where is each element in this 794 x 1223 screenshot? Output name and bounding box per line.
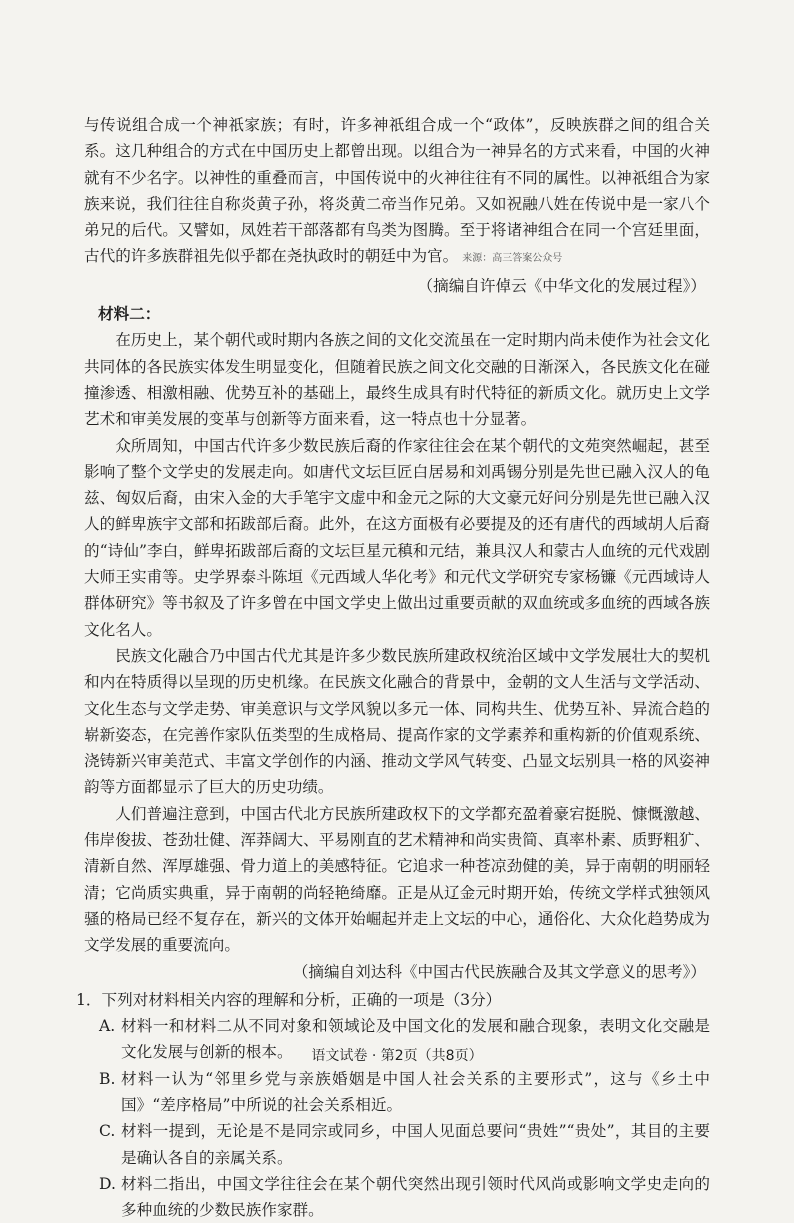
question-1 bbox=[76, 987, 710, 1223]
option-text: 材料一提到，无论是不是同宗或同乡，中国人见面总要问“贵姓”“贵处”，其目的主要是确认各自的亲属关系。 bbox=[121, 1122, 710, 1167]
citation: （摘编自许倬云《中华文化的发展过程》） bbox=[417, 276, 706, 295]
page-footer: 语文试卷 · 第2页（共8页） bbox=[311, 1048, 483, 1064]
option-label: B. bbox=[99, 1069, 116, 1088]
option-text: 材料一认为“邻里乡党与亲族婚姻是中国人社会关系的主要形式”，这与《乡土中国》“差序格局”中所说的社会关系相近。 bbox=[121, 1069, 710, 1114]
option-d bbox=[84, 1171, 710, 1223]
material2 bbox=[84, 301, 710, 985]
option-text: 材料二指出，中国文学往往会在某个朝代突然出现引领时代风尚或影响文学史走向的多种血统的少数民族作家群。 bbox=[121, 1174, 710, 1220]
paragraph: 众所周知，中国古代许多少数民族后裔的作家往往会在某个朝代的文苑突然崛起，甚至影响了整个文学史的发展走向。如唐代文坛巨匠白居易和刘禹锡分别是先世已融入汉人的龟兹、匈奴后裔，由宋入金的大手笔宇文虚中和金元之际的大文豪元好问分别是先世已融入汉人的鲜卑族宇文部和拓跋部后裔。此外，在这方面极有必要提及的还有唐代的西域胡人后裔的“诗仙”李白，鲜卑拓跋部后裔的文坛巨星元稹和元结，兼具汉人和蒙古人血统的元代戏剧大师王实甫等。史学界泰斗陈垣《元西域人华化考》和元代文学研究专家杨镰《元西域诗人群体研究》等书叙及了许多曾在中国文学史上做出过重要贡献的双血统或多血统的西域各族文化名人。 bbox=[84, 436, 710, 639]
citation: （摘编自刘达科《中国古代民族融合及其文学意义的思考》） bbox=[292, 962, 706, 981]
question-stem: 1．下列对材料相关内容的理解和分析，正确的一项是（3分） bbox=[76, 990, 502, 1009]
section-title: 材料二： bbox=[98, 304, 161, 324]
paragraph: 民族文化融合乃中国古代尤其是许多少数民族所建政权统治区域中文学发展壮大的契机和内在特质得以呈现的历史机缘。在民族文化融合的背景中，金朝的文人生活与文学活动、文化生态与文学走势、审美意识与文学风貌以多元一体、同构共生、优势互补、异流合趋的崭新姿态，在完善作家队伍类型的生成格局、提高作家的文学素养和重构新的价值观系统、浇铸新兴审美范式、丰富文学创作的内涵、推动文学风气转变、凸显文坛别具一格的风姿神韵等方面都显示了巨大的历史功绩。 bbox=[84, 646, 710, 797]
option-label: C. bbox=[99, 1122, 116, 1141]
material1-continuation bbox=[84, 112, 710, 299]
option-c bbox=[84, 1118, 710, 1171]
option-text: 材料一和材料二从不同对象和领域论及中国文化的发展和融合现象，表明文化交融是文化发展与创新的根本。 bbox=[121, 1017, 710, 1062]
paragraph: 在历史上，某个朝代或时期内各族之间的文化交流虽在一定时期内尚未使作为社会文化共同体的各民族实体发生明显变化，但随着民族之间文化交融的日渐深入，各民族文化在碰撞渗透、相激相融、优势互补的基础上，最终生成具有时代特征的新质文化。就历史上文学艺术和审美发展的变革与创新等方面来看，这一特点也十分显著。 bbox=[84, 331, 710, 429]
paragraph: 与传说组合成一个神祇家族；有时，许多神祇组合成一个“政体”，反映族群之间的组合关系。这几种组合的方式在中国历史上都曾出现。以组合为一神异名的方式来看，中国的火神就有不少名字。以神性的重叠而言，中国传说中的火神往往有不同的属性。以神祇组合为家族来说，我们往往自称炎黄子孙，将炎黄二帝当作兄弟。又如祝融八姓在传说中是一家八个弟兄的后代。又譬如，凤姓若干部落都有鸟类为图腾。至于将诸神组合在同一个宫廷里面，古代的许多族群祖先似乎都在尧执政时的朝廷中为官。 来源：高三答案公众号 bbox=[84, 116, 710, 266]
option-b bbox=[84, 1066, 710, 1119]
option-label: A. bbox=[99, 1017, 116, 1036]
source-note: 来源：高三答案公众号 bbox=[462, 253, 563, 265]
option-label: D. bbox=[99, 1174, 116, 1193]
paragraph: 人们普遍注意到，中国古代北方民族所建政权下的文学都充盈着豪宕挺脱、慷慨激越、伟岸俊拔、苍劲壮健、浑莽阔大、平易刚直的艺术精神和尚实贵简、真率朴素、质野粗犷、清新自然、浑厚雄强、骨力道上的美感特征。它追求一种苍凉劲健的美，异于南朝的明丽轻清；它尚质实典重，异于南朝的尚轻艳绮靡。正是从辽金元时期开始，传统文学样式独领风骚的格局已经不复存在，新兴的文体开始崛起并走上文坛的中心，通俗化、大众化趋势成为文学发展的重要流向。 bbox=[84, 804, 710, 955]
